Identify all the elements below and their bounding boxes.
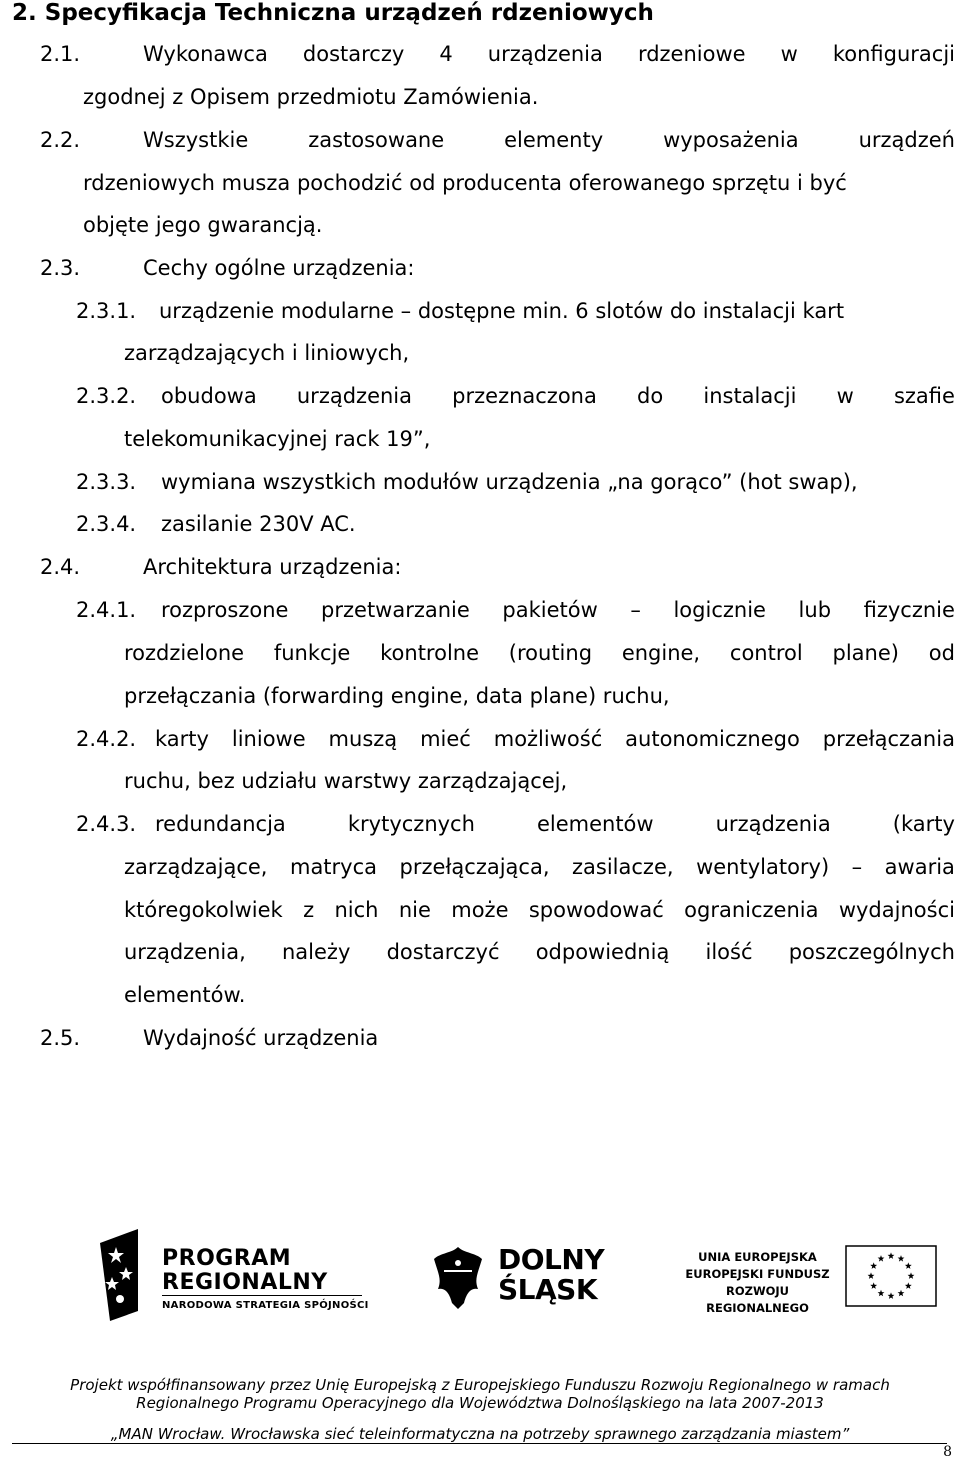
- item-number: 2.3.4.: [76, 512, 137, 536]
- word: elementy: [504, 128, 604, 152]
- word: mieć: [420, 727, 471, 751]
- dolny-slask-text: [498, 1245, 604, 1305]
- word: w: [836, 384, 854, 408]
- word: zastosowane: [308, 128, 445, 152]
- word: pakietów: [502, 598, 598, 622]
- word: muszą: [328, 727, 398, 751]
- item-number: 2.4.3.: [76, 812, 137, 836]
- word: z: [303, 898, 315, 922]
- paragraph-line: zgodnej z Opisem przedmiotu Zamówienia.: [83, 85, 539, 109]
- word: (karty: [892, 812, 955, 836]
- item-number: 2.5.: [40, 1026, 81, 1050]
- eu-line3: ROZWOJU REGIONALNEGO: [706, 1284, 809, 1315]
- slask-line: ŚLĄSK: [498, 1273, 598, 1306]
- word: Wykonawca: [143, 42, 268, 66]
- word: 4: [439, 42, 453, 66]
- word: w: [780, 42, 798, 66]
- item-number: 2.3.1.: [76, 299, 137, 323]
- paragraph-line: [155, 726, 955, 752]
- word: należy: [281, 940, 351, 964]
- word: –: [630, 598, 641, 622]
- logo-bar: [0, 1225, 960, 1335]
- word: wydajności: [838, 898, 955, 922]
- subsection-title: Wydajność urządzenia: [143, 1026, 379, 1050]
- word: rdzeniowe: [637, 42, 746, 66]
- word: poszczególnych: [788, 940, 955, 964]
- word: od: [928, 641, 955, 665]
- word: redundancja: [155, 812, 286, 836]
- paragraph-line: zarządzających i liniowych,: [124, 341, 410, 365]
- word: zarządzające,: [124, 855, 268, 879]
- word: przetwarzanie: [321, 598, 470, 622]
- paragraph-line: [124, 897, 955, 923]
- subsection-title: Cechy ogólne urządzenia:: [143, 256, 415, 280]
- word: przełączająca,: [399, 855, 550, 879]
- word: ilość: [705, 940, 753, 964]
- word: rozdzielone: [124, 641, 245, 665]
- section-heading: 2. Specyfikacja Techniczna urządzeń rdzeniowych: [12, 0, 654, 26]
- eu-flag-icon: [845, 1245, 937, 1307]
- item-number: 2.4.: [40, 555, 81, 579]
- paragraph-line: [124, 939, 955, 965]
- footer-line2: Regionalnego Programu Operacyjnego dla Województwa Dolnośląskiego na lata 2007-2013: [136, 1394, 824, 1412]
- footer-rule: [12, 1443, 947, 1444]
- paragraph-line: telekomunikacyjnej rack 19”,: [124, 427, 431, 451]
- word: przeznaczona: [452, 384, 597, 408]
- regionalny-line: REGIONALNY: [162, 1270, 328, 1295]
- paragraph-line: zasilanie 230V AC.: [161, 512, 356, 536]
- paragraph-line: [124, 854, 955, 880]
- paragraph-line: [161, 383, 955, 409]
- paragraph-line: rdzeniowych musza pochodzić od producenta oferowanego sprzętu i być: [83, 171, 847, 195]
- program-regionalny-text: [162, 1247, 328, 1295]
- divider: [162, 1295, 362, 1296]
- word: odpowiednią: [535, 940, 670, 964]
- word: (routing: [508, 641, 593, 665]
- word: krytycznych: [347, 812, 475, 836]
- dolny-slask-logo: [430, 1243, 620, 1313]
- paragraph-line: [143, 41, 955, 67]
- word: dostarczy: [302, 42, 405, 66]
- word: do: [637, 384, 664, 408]
- word: lub: [798, 598, 832, 622]
- paragraph-line: wymiana wszystkich modułów urządzenia „na gorąco” (hot swap),: [161, 470, 858, 494]
- word: zasilacze,: [572, 855, 674, 879]
- word: dostarczyć: [386, 940, 500, 964]
- word: logicznie: [673, 598, 766, 622]
- subsection-title: Architektura urządzenia:: [143, 555, 402, 579]
- item-number: 2.1.: [40, 42, 81, 66]
- footer-project-title: „MAN Wrocław. Wrocławska sieć teleinformatyczna na potrzeby sprawnego zarządzania miastem”: [110, 1425, 850, 1443]
- item-number: 2.3.: [40, 256, 81, 280]
- word: możliwość: [493, 727, 603, 751]
- word: konfiguracji: [832, 42, 955, 66]
- eu-line1: UNIA EUROPEJSKA: [698, 1250, 817, 1264]
- word: nich: [334, 898, 379, 922]
- word: funkcje: [273, 641, 351, 665]
- program-subtitle: NARODOWA STRATEGIA SPÓJNOŚCI: [162, 1300, 369, 1311]
- eagle-crest-icon: [430, 1243, 486, 1313]
- word: urządzenia: [715, 812, 831, 836]
- word: rozproszone: [161, 598, 289, 622]
- word: karty: [155, 727, 209, 751]
- word: –: [851, 855, 863, 879]
- word: ograniczenia: [684, 898, 819, 922]
- paragraph-line: [155, 811, 955, 837]
- item-number: 2.4.2.: [76, 727, 137, 751]
- word: szafie: [893, 384, 955, 408]
- word: któregokolwiek: [124, 898, 283, 922]
- item-number: 2.3.3.: [76, 470, 137, 494]
- dolny-line: DOLNY: [498, 1243, 605, 1276]
- word: instalacji: [703, 384, 797, 408]
- paragraph-line: urządzenie modularne – dostępne min. 6 slotów do instalacji kart: [159, 299, 845, 323]
- word: urządzeń: [858, 128, 955, 152]
- paragraph-line: [143, 127, 955, 153]
- word: wyposażenia: [663, 128, 799, 152]
- eu-text: [680, 1249, 835, 1317]
- page-number: 8: [943, 1444, 952, 1460]
- word: obudowa: [161, 384, 257, 408]
- paragraph-line: [161, 597, 955, 623]
- word: engine,: [621, 641, 701, 665]
- footer-line1: Projekt współfinansowany przez Unię Europejską z Europejskiego Funduszu Rozwoju Regionalnego w ramach: [70, 1376, 890, 1394]
- word: fizycznie: [863, 598, 955, 622]
- word: urządzenia,: [124, 940, 246, 964]
- item-number: 2.2.: [40, 128, 81, 152]
- eu-logo: [680, 1245, 940, 1315]
- word: Wszystkie: [143, 128, 249, 152]
- program-regionalny-emblem-icon: [90, 1225, 150, 1325]
- word: plane): [832, 641, 899, 665]
- word: nie: [398, 898, 431, 922]
- paragraph-line: elementów.: [124, 983, 246, 1007]
- word: kontrolne: [380, 641, 480, 665]
- paragraph-line: przełączania (forwarding engine, data plane) ruchu,: [124, 684, 670, 708]
- word: matryca: [289, 855, 378, 879]
- word: urządzenia: [296, 384, 412, 408]
- eu-line2: EUROPEJSKI FUNDUSZ: [685, 1267, 830, 1281]
- paragraph-line: [124, 640, 955, 666]
- item-number: 2.4.1.: [76, 598, 137, 622]
- word: awaria: [884, 855, 955, 879]
- word: może: [451, 898, 509, 922]
- word: elementów: [536, 812, 654, 836]
- word: urządzenia: [487, 42, 603, 66]
- program-regionalny-logo: [90, 1225, 380, 1325]
- word: autonomicznego: [625, 727, 800, 751]
- word: spowodować: [528, 898, 664, 922]
- paragraph-line: ruchu, bez udziału warstwy zarządzającej,: [124, 769, 568, 793]
- paragraph-line: objęte jego gwarancją.: [83, 213, 323, 237]
- footer-funding: [0, 1376, 960, 1412]
- word: liniowe: [231, 727, 306, 751]
- item-number: 2.3.2.: [76, 384, 137, 408]
- word: wentylatory): [696, 855, 830, 879]
- word: przełączania: [822, 727, 955, 751]
- program-line: PROGRAM: [162, 1246, 292, 1271]
- word: control: [729, 641, 803, 665]
